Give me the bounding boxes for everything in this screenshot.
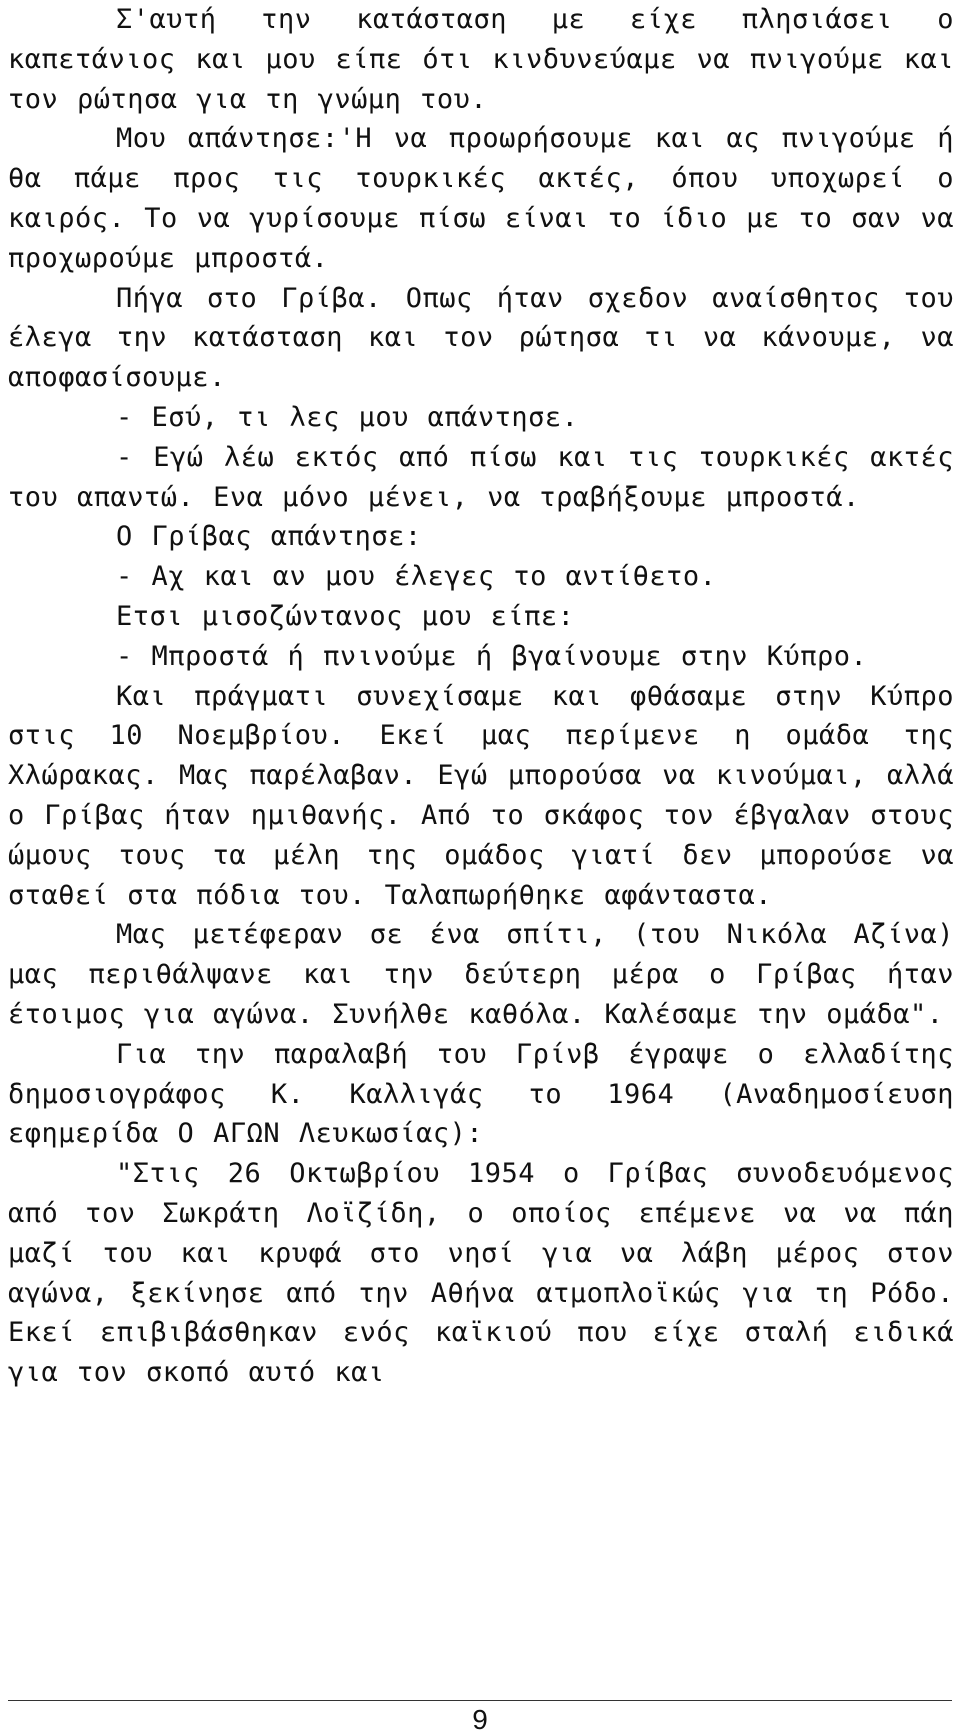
paragraph-4: - Εσύ, τι λες μου απάντησε. (116, 401, 579, 433)
paragraph-9: - Μπροστά ή πνινούμε ή βγαίνουμε στην Κύπρο. (116, 640, 868, 672)
paragraph-7: - Αχ και αν μου έλεγες το αντίθετο. (116, 561, 717, 593)
paragraph-2: Μου απάντησε:'Η να προωρήσουμε και ας πνιγούμε ή θα πάμε προς τις τουρκικές ακτές, όπου υποχωρεί ο καιρός. Το να γυρίσουμε πίσω είναι το ίδιο με το σαν να προχωρούμε μπροστά. (8, 123, 954, 274)
body-text (8, 0, 954, 1393)
paragraph-10: Και πράγματι συνεχίσαμε και φθάσαμε στην Κύπρο στις 10 Νοεμβρίου. Εκεί μας περίμενε η ομάδα της Χλώρακας. Μας παρέλαβαν. Εγώ μπορούσα να κινούμαι, αλλά ο Γρίβας ήταν ημιθανής. Από το σκάφος τον έβγαλαν στους ώμους τους τα μέλη της ομάδος γιατί δεν μπορούσε να σταθεί στα πόδια του. Ταλαπωρήθηκε αφάνταστα. (8, 680, 954, 911)
paragraph-6: Ο Γρίβας απάντησε: (116, 521, 422, 553)
paragraph-3: Πήγα στο Γρίβα. Οπως ήταν σχεδον αναίσθητος του έλεγα την κατάσταση και τον ρώτησα τι να κάνουμε, να αποφασίσουμε. (8, 282, 954, 394)
paragraph-8: Ετσι μισοζώντανος μου είπε: (116, 600, 575, 632)
page-number: 9 (472, 1704, 488, 1735)
paragraph-13: "Στις 26 Οκτωβρίου 1954 ο Γρίβας συνοδευόμενος από τον Σωκράτη Λοϊζίδη, ο οποίος επέμενε να να πάη μαζί του και κρυφά στο νησί για να λάβη μέρος στον αγώνα, ξεκίνησε από την Αθήνα ατμοπλοϊκώς για τη Ρόδο. Εκεί επιβιβάσθηκαν ενός καϊκιού που είχε σταλή ειδικά για τον σκοπό αυτό και (8, 1158, 954, 1389)
paragraph-5: - Εγώ λέω εκτός από πίσω και τις τουρκικές ακτές του απαντώ. Ενα μόνο μένει, να τραβήξουμε μπροστά. (8, 441, 954, 513)
paragraph-1: Σ'αυτή την κατάσταση με είχε πλησιάσει ο καπετάνιος και μου είπε ότι κινδυνεύαμε να πνιγούμε και τον ρώτησα για τη γνώμη του. (8, 4, 954, 115)
footer-divider (8, 1700, 952, 1701)
paragraph-11: Μας μετέφεραν σε ένα σπίτι, (του Νικόλα Αζίνα) μας περιθάλψανε και την δεύτερη μέρα ο Γρίβας ήταν έτοιμος για αγώνα. Συνήλθε καθόλα. Καλέσαμε την ομάδα". (8, 919, 954, 1030)
paragraph-12: Για την παραλαβή του Γρίνβ έγραψε ο ελλαδίτης δημοσιογράφος Κ. Καλλιγάς το 1964 (Αναδημοσίευση εφημερίδα Ο ΑΓΩΝ Λευκωσίας): (8, 1038, 954, 1150)
